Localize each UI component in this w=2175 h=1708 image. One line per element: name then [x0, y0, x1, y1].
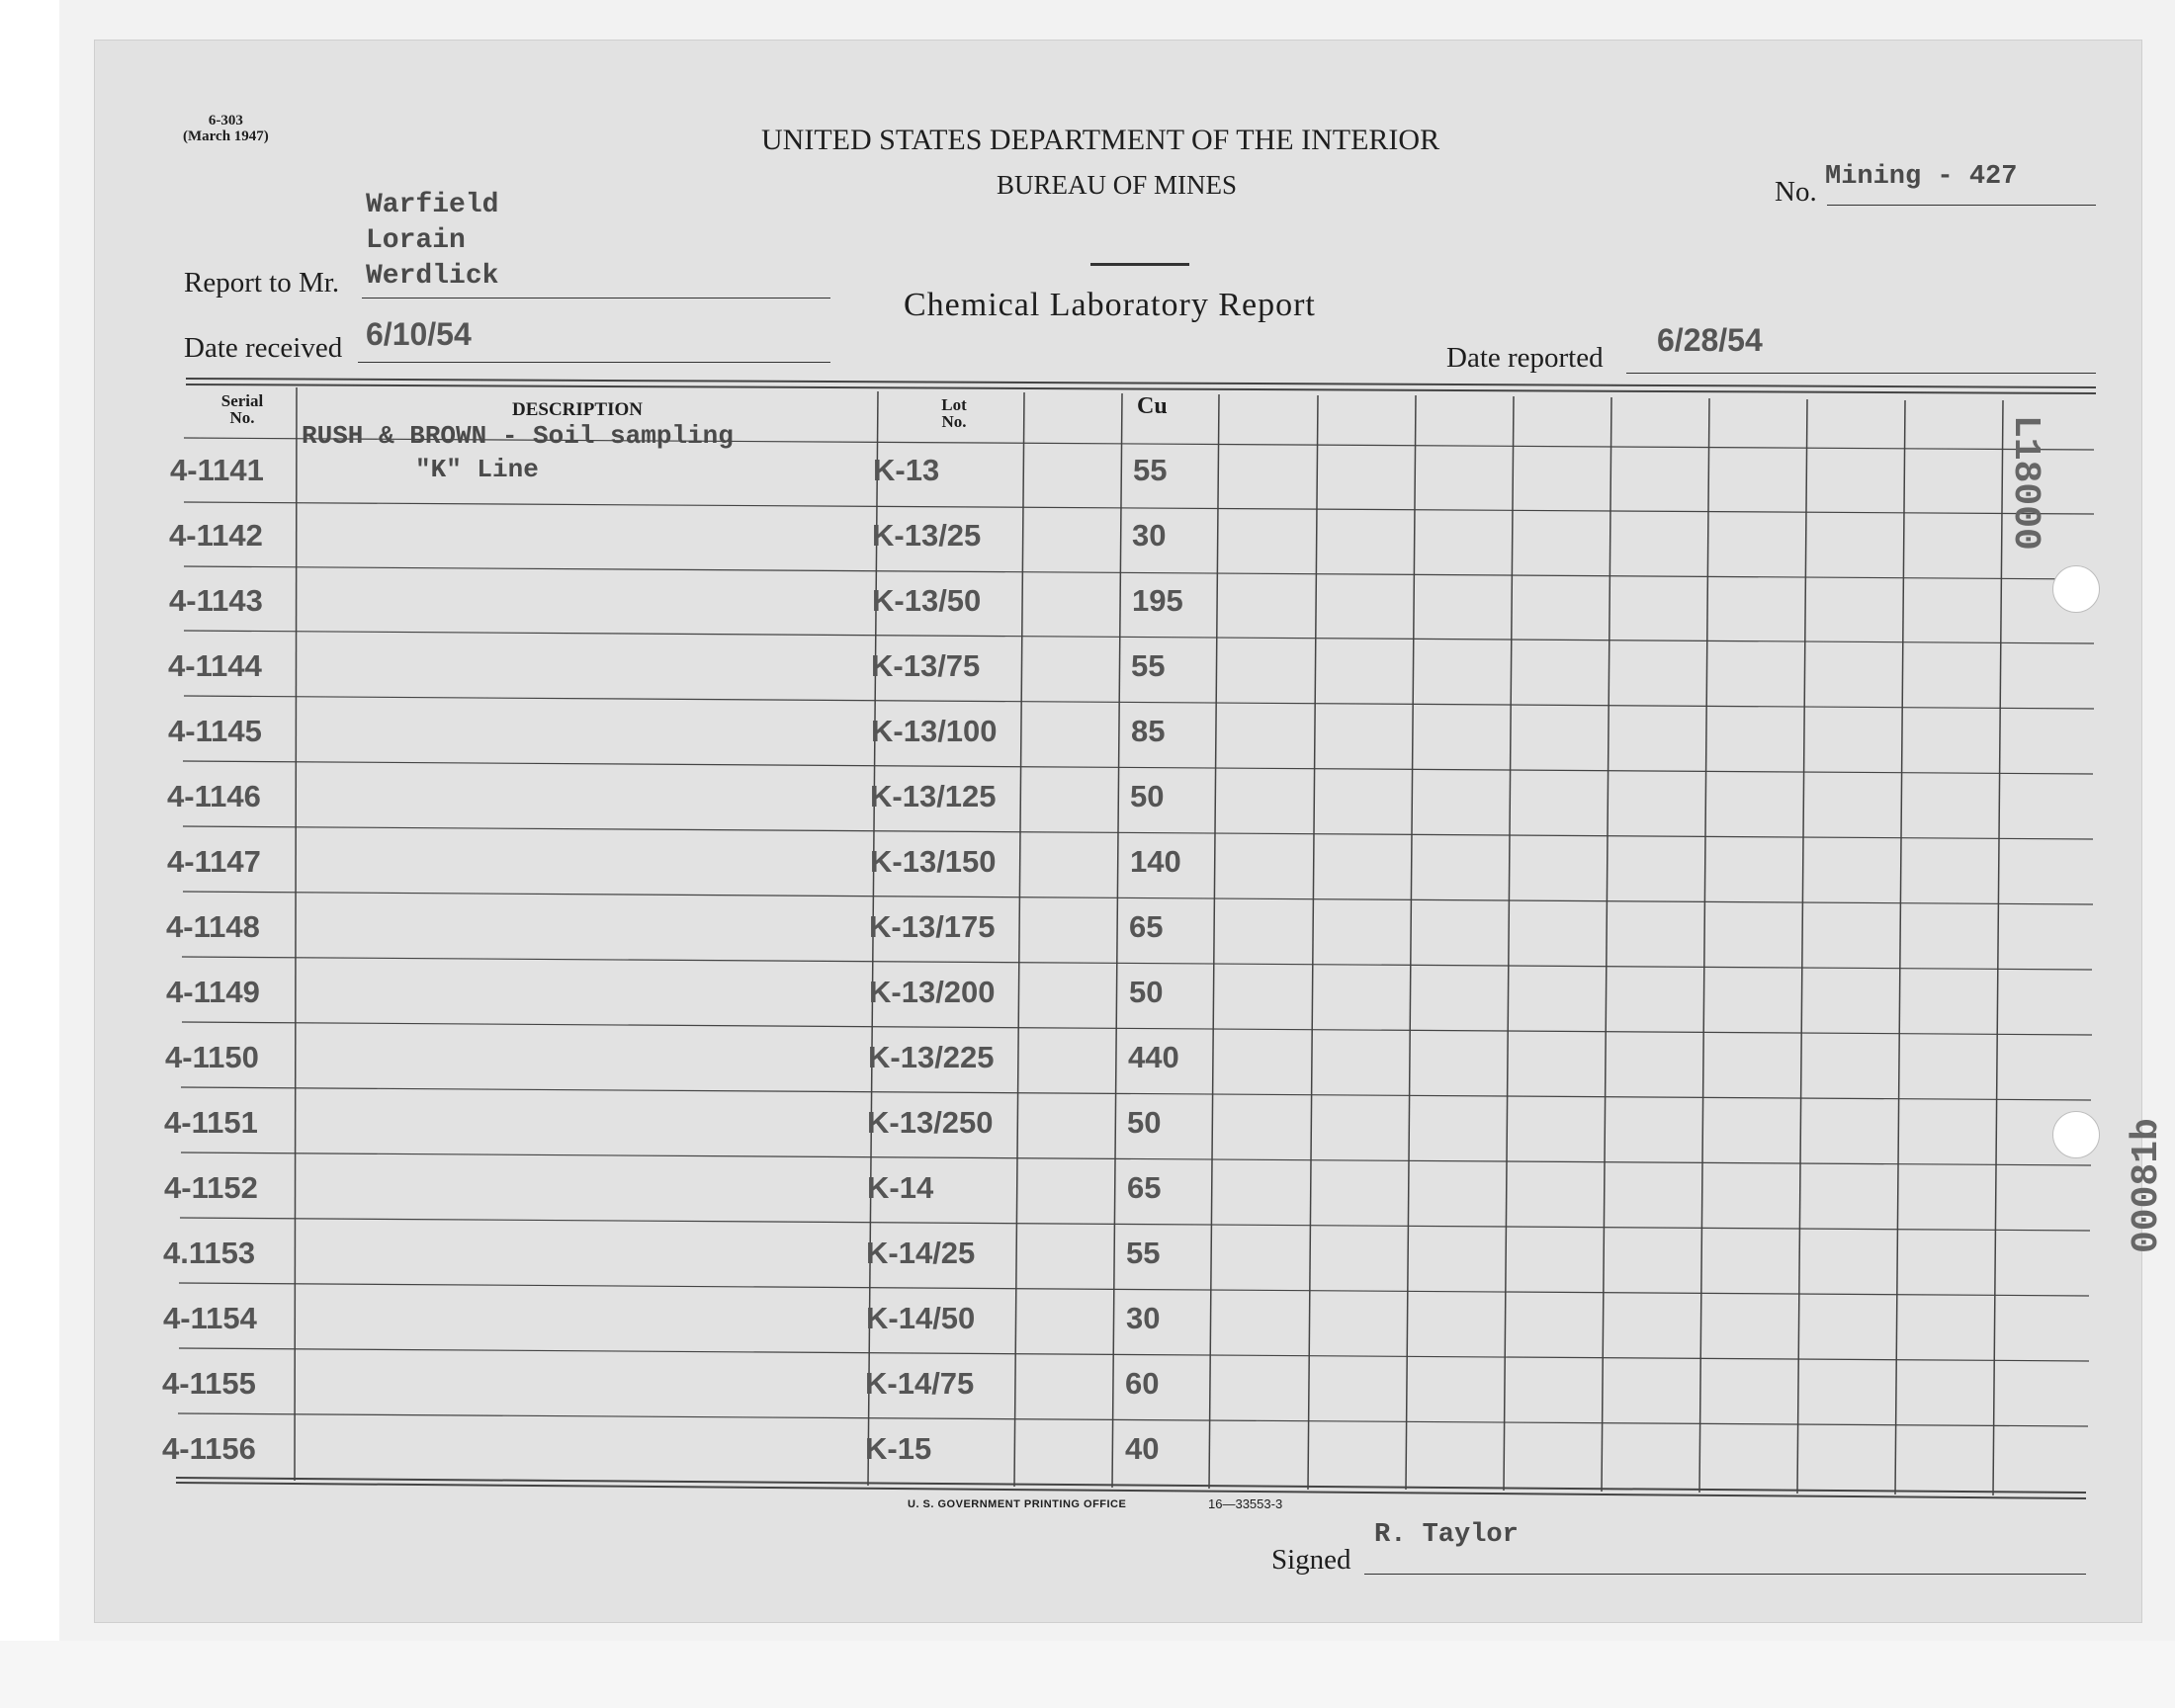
serial-number: 4-1144 [168, 648, 262, 683]
serial-number: 4-1148 [166, 909, 260, 944]
serial-number: 4-1151 [164, 1105, 258, 1140]
cu-value: 50 [1130, 779, 1165, 813]
bureau-title: BUREAU OF MINES [997, 170, 1238, 200]
report-number: Mining - 427 [1825, 162, 2018, 192]
cu-value: 50 [1129, 975, 1164, 1009]
report-to-name-1: Warfield [366, 190, 499, 220]
cu-header: Cu [1137, 393, 1168, 419]
lot-number: K-14 [867, 1170, 934, 1205]
lot-number: K-13/250 [867, 1105, 994, 1140]
serial-header: Serial No. [220, 391, 264, 427]
lot-number: K-13/75 [871, 648, 981, 683]
description-line-1: RUSH & BROWN - Soil sampling [302, 421, 734, 451]
punch-hole-bottom [2052, 1111, 2100, 1158]
serial-number: 4-1146 [167, 779, 261, 813]
cu-value: 65 [1127, 1170, 1162, 1205]
lot-number: K-13/50 [872, 583, 982, 618]
punch-hole-top [2052, 565, 2100, 613]
signed-underline [1364, 1574, 2086, 1575]
form-number: 6-303 [208, 113, 243, 128]
lot-number: K-13/150 [870, 844, 997, 879]
lot-number: K-13/125 [870, 779, 997, 813]
cu-value: 140 [1130, 844, 1181, 879]
lot-number: K-14/50 [866, 1301, 976, 1335]
serial-number: 4-1150 [165, 1040, 259, 1074]
date-received-label: Date received [184, 332, 343, 364]
margin-stamp-bottom: 00081b [2126, 1118, 2168, 1253]
printer-note: U. S. GOVERNMENT PRINTING OFFICE [908, 1498, 1127, 1510]
cu-value: 85 [1131, 714, 1166, 748]
date-reported-label: Date reported [1446, 342, 1604, 374]
date-received-value: 6/10/54 [366, 316, 472, 352]
lot-number: K-13/175 [869, 909, 996, 944]
no-label: No. [1775, 176, 1817, 208]
lot-number: K-14/75 [865, 1366, 975, 1401]
cu-value: 30 [1132, 518, 1167, 553]
serial-number: 4-1143 [169, 583, 263, 618]
serial-number: 4-1154 [163, 1301, 257, 1335]
signed-value: R. Taylor [1374, 1520, 1519, 1550]
serial-number: 4-1147 [167, 844, 261, 879]
lot-number: K-13 [873, 453, 940, 487]
description-line-2: "K" Line [415, 455, 539, 484]
signed-label: Signed [1271, 1544, 1351, 1576]
report-to-name-3: Werdlick [366, 261, 499, 292]
serial-number: 4-1145 [168, 714, 262, 748]
serial-number: 4-1142 [169, 518, 263, 553]
serial-number: 4.1153 [163, 1236, 256, 1270]
description-header: DESCRIPTION [512, 399, 643, 420]
department-title: UNITED STATES DEPARTMENT OF THE INTERIOR [761, 124, 1440, 156]
lot-number: K-13/100 [871, 714, 998, 748]
cu-value: 440 [1128, 1040, 1179, 1074]
printer-code: 16—33553-3 [1208, 1496, 1283, 1511]
report-to-name-2: Lorain [366, 225, 466, 256]
lot-number: K-13/225 [868, 1040, 995, 1074]
report-title: Chemical Laboratory Report [904, 287, 1316, 323]
cu-value: 60 [1125, 1366, 1160, 1401]
serial-number: 4-1149 [166, 975, 260, 1009]
lot-number: K-14/25 [866, 1236, 976, 1270]
serial-number: 4-1155 [162, 1366, 256, 1401]
form-edition: (March 1947) [183, 128, 269, 144]
report-to-label: Report to Mr. [184, 267, 340, 299]
lot-number: K-15 [865, 1431, 932, 1466]
serial-number: 4-1141 [170, 453, 264, 487]
margin-stamp-top: L18000 [2004, 415, 2046, 551]
cu-value: 55 [1126, 1236, 1161, 1270]
cu-value: 65 [1129, 909, 1164, 944]
lot-number: K-13/25 [872, 518, 982, 553]
lot-number: K-13/200 [869, 975, 996, 1009]
cu-value: 50 [1127, 1105, 1162, 1140]
cu-value: 40 [1125, 1431, 1160, 1466]
date-reported-value: 6/28/54 [1657, 322, 1763, 358]
cu-value: 30 [1126, 1301, 1161, 1335]
cu-value: 55 [1131, 648, 1166, 683]
serial-number: 4-1156 [162, 1431, 256, 1466]
serial-number: 4-1152 [164, 1170, 258, 1205]
cu-value: 195 [1132, 583, 1183, 618]
lot-header: Lot No. [941, 395, 967, 431]
cu-value: 55 [1133, 453, 1168, 487]
